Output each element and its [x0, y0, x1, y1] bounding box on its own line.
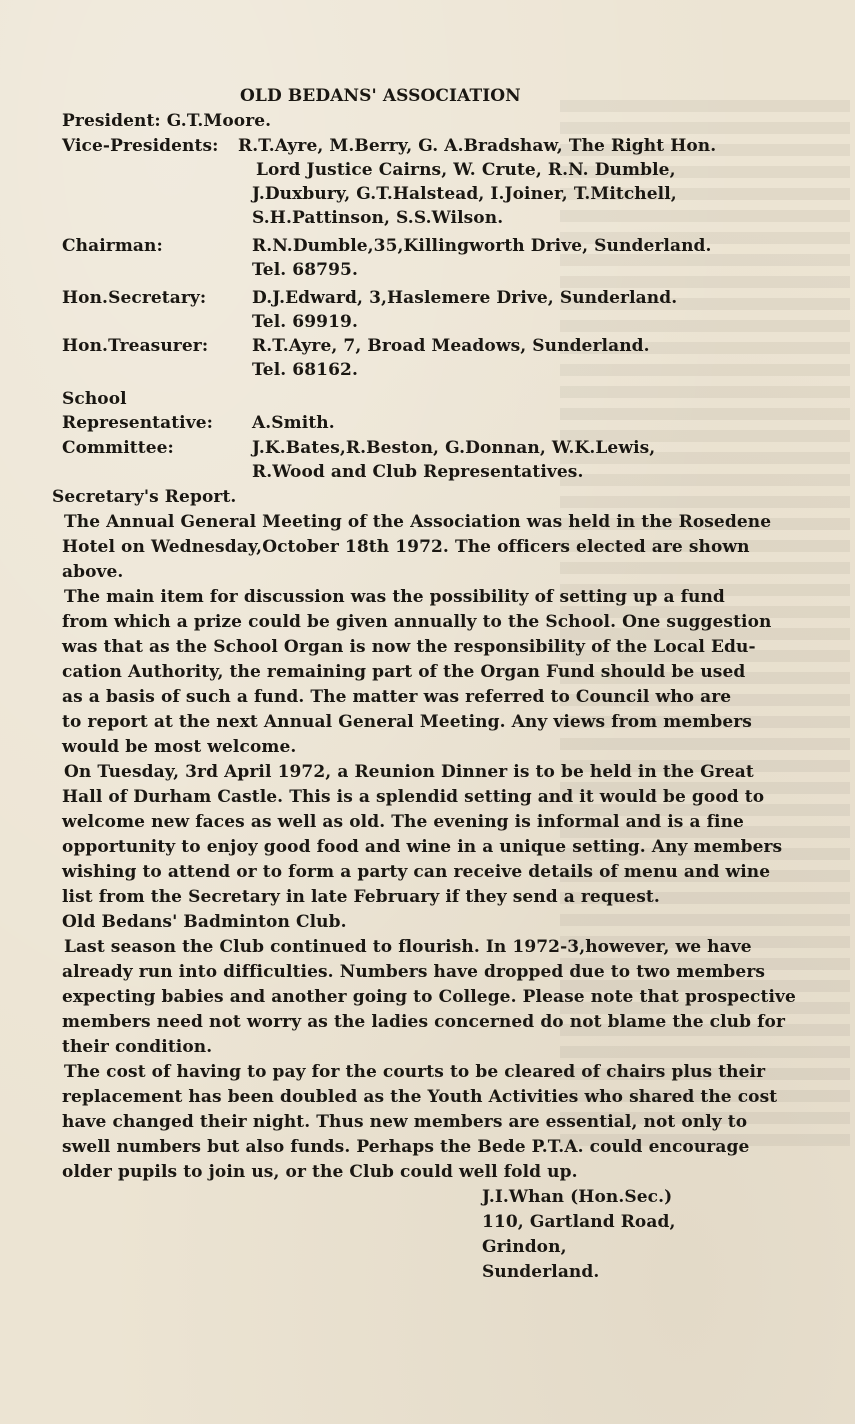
report-line: replacement has been doubled as the Youth Activities who shared the cost — [62, 1087, 778, 1107]
signature-address: Grindon, — [482, 1237, 567, 1257]
report-line: already run into difficulties. Numbers have dropped due to two members — [62, 962, 766, 982]
report-line: The cost of having to pay for the courts to be cleared of chairs plus their — [64, 1062, 766, 1082]
committee-line: J.K.Bates,R.Beston, G.Donnan, W.K.Lewis, — [252, 438, 656, 458]
signature-address: Sunderland. — [482, 1262, 600, 1282]
report-line: as a basis of such a fund. The matter was referred to Council who are — [62, 687, 732, 707]
report-line: Hotel on Wednesday,October 18th 1972. The officers elected are shown — [62, 537, 750, 557]
vice-presidents-line: J.Duxbury, G.T.Halstead, I.Joiner, T.Mitchell, — [252, 184, 677, 204]
report-line: Last season the Club continued to flourish. In 1972-3,however, we have — [64, 937, 752, 957]
chairman-phone: Tel. 68795. — [252, 260, 358, 280]
report-line: The main item for discussion was the possibility of setting up a fund — [64, 587, 725, 607]
treasurer-phone: Tel. 68162. — [252, 360, 358, 380]
treasurer-label: Hon.Treasurer: — [62, 336, 209, 356]
report-line: The Annual General Meeting of the Association was held in the Rosedene — [64, 512, 772, 532]
report-line: from which a prize could be given annually to the School. One suggestion — [62, 612, 772, 632]
secretary-phone: Tel. 69919. — [252, 312, 358, 332]
page-title: OLD BEDANS' ASSOCIATION — [240, 86, 521, 106]
chairman-address: R.N.Dumble,35,Killingworth Drive, Sunderland. — [252, 236, 712, 256]
representative-label: Representative: — [62, 413, 213, 433]
report-line: older pupils to join us, or the Club could well fold up. — [62, 1162, 578, 1182]
report-line: expecting babies and another going to College. Please note that prospective — [62, 987, 796, 1007]
report-line: to report at the next Annual General Meeting. Any views from members — [62, 712, 752, 732]
secretary-label: Hon.Secretary: — [62, 288, 207, 308]
vice-presidents-line: Lord Justice Cairns, W. Crute, R.N. Dumble, — [256, 160, 676, 180]
vice-presidents-line: S.H.Pattinson, S.S.Wilson. — [252, 208, 504, 228]
committee-label: Committee: — [62, 438, 174, 458]
report-line: their condition. — [62, 1037, 213, 1057]
report-line: Hall of Durham Castle. This is a splendid setting and it would be good to — [62, 787, 765, 807]
report-line: list from the Secretary in late February if they send a request. — [62, 887, 660, 907]
report-line: cation Authority, the remaining part of the Organ Fund should be used — [62, 662, 746, 682]
report-line: would be most welcome. — [62, 737, 297, 757]
president-line: President: G.T.Moore. — [62, 111, 272, 131]
report-line: was that as the School Organ is now the responsibility of the Local Edu- — [62, 637, 756, 657]
school-label: School — [62, 389, 127, 409]
secretary-address: D.J.Edward, 3,Haslemere Drive, Sunderland. — [252, 288, 678, 308]
badminton-heading: Old Bedans' Badminton Club. — [62, 912, 347, 932]
report-line: On Tuesday, 3rd April 1972, a Reunion Dinner is to be held in the Great — [64, 762, 754, 782]
chairman-label: Chairman: — [62, 236, 163, 256]
school-representative: A.Smith. — [252, 413, 335, 433]
report-line: opportunity to enjoy good food and wine in a unique setting. Any members — [62, 837, 783, 857]
signature-address: 110, Gartland Road, — [482, 1212, 676, 1232]
report-line: wishing to attend or to form a party can receive details of menu and wine — [62, 862, 771, 882]
treasurer-address: R.T.Ayre, 7, Broad Meadows, Sunderland. — [252, 336, 650, 356]
vice-presidents-line: R.T.Ayre, M.Berry, G. A.Bradshaw, The Right Hon. — [238, 136, 717, 156]
report-line: above. — [62, 562, 124, 582]
report-line: have changed their night. Thus new members are essential, not only to — [62, 1112, 748, 1132]
report-heading: Secretary's Report. — [52, 487, 237, 507]
report-line: swell numbers but also funds. Perhaps the Bede P.T.A. could encourage — [62, 1137, 750, 1157]
report-line: welcome new faces as well as old. The evening is informal and is a fine — [62, 812, 744, 832]
signature-name: J.I.Whan (Hon.Sec.) — [482, 1187, 673, 1207]
report-line: members need not worry as the ladies concerned do not blame the club for — [62, 1012, 786, 1032]
committee-line: R.Wood and Club Representatives. — [252, 462, 584, 482]
vice-presidents-label: Vice-Presidents: — [62, 136, 219, 156]
